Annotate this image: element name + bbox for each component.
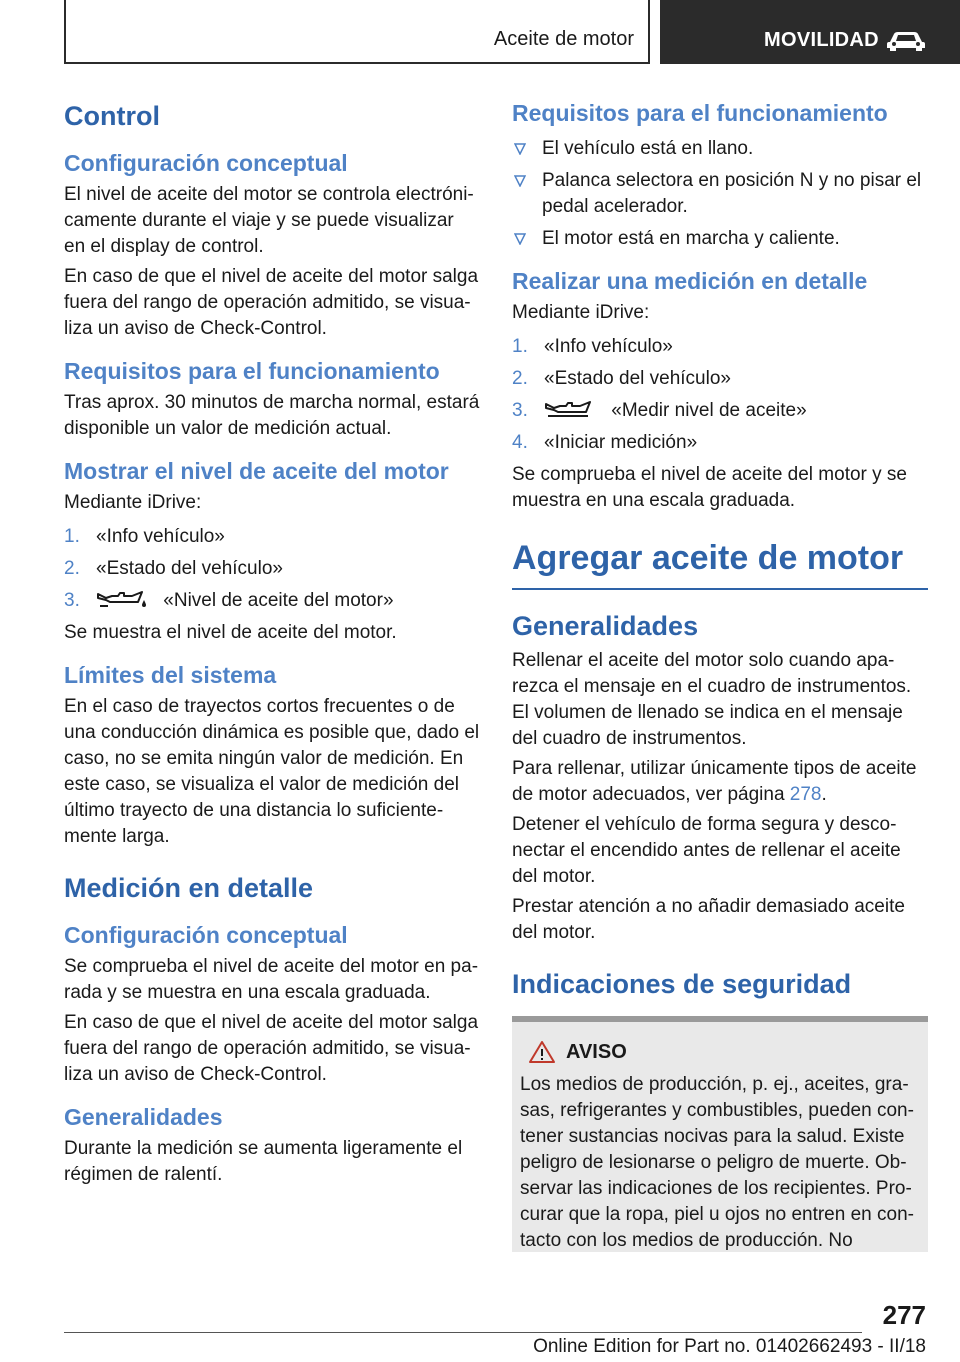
paragraph-system-limits: En el caso de trayectos cortos frecuentes o de una conducción dinámica es posible que, dado el caso, no se emita ningún valor de medición. En este caso, se visualiza el valor de medición del último trayecto de una distancia lo suficiente‐mente larga. <box>64 696 480 847</box>
step-number: 1. <box>64 526 80 547</box>
measure-steps <box>512 334 928 456</box>
right-column <box>512 98 928 1252</box>
heading-general-1: Generalidades <box>64 1104 223 1130</box>
list-item <box>512 136 928 162</box>
step-text: «Info vehículo» <box>96 526 225 547</box>
page-reference-link[interactable]: 278 <box>789 784 822 805</box>
paragraph-requirements-1: Tras aprox. 30 minutos de marcha normal, estará disponible un valor de medición actual. <box>64 392 480 439</box>
paragraph-config-1b: En caso de que el nivel de aceite del motor salga fuera del rango de operación admitido, se visua‐liza un aviso de Check-Control. <box>64 266 479 339</box>
heading-requirements-2: Requisitos para el funcionamiento <box>512 100 888 126</box>
paragraph-config-2b: En caso de que el nivel de aceite del motor salga fuera del rango de operación admitido, se visua‐liza un aviso de Check-Control. <box>64 1012 479 1085</box>
oil-gauge-icon <box>96 590 152 608</box>
car-icon <box>886 28 926 52</box>
heading-safety: Indicaciones de seguridad <box>512 969 852 999</box>
warning-title: AVISO <box>566 1040 627 1063</box>
step-text: «Estado del vehículo» <box>96 558 283 579</box>
list-item <box>64 524 480 550</box>
heading-control: Control <box>64 101 160 131</box>
chapter-heading-add-oil: Agregar aceite de motor <box>512 536 928 590</box>
list-item <box>512 398 928 424</box>
heading-perform-measurement: Realizar una medición en detalle <box>512 268 868 294</box>
list-item <box>512 366 928 392</box>
paragraph-config-1a: El nivel de aceite del motor se controla electróni‐camente durante el viaje y se puede visualizar en el display de control. <box>64 184 474 257</box>
section-label: MOVILIDAD <box>764 29 879 51</box>
oil-gauge-icon <box>544 400 600 418</box>
warning-header <box>520 1038 920 1066</box>
paragraph-general-2b <box>512 756 928 808</box>
heading-requirements-1: Requisitos para el funcionamiento <box>64 358 440 384</box>
step-number: 3. <box>64 590 80 611</box>
heading-system-limits: Límites del sistema <box>64 662 277 688</box>
paragraph-text: . <box>821 784 827 805</box>
heading-config-1: Configuración conceptual <box>64 150 348 176</box>
list-item <box>512 226 928 252</box>
left-column <box>64 98 480 1188</box>
list-item-text: Palanca selectora en posición N y no pisar el pedal acelerador. <box>542 170 922 217</box>
step-text: «Info vehículo» <box>544 336 673 357</box>
requirements-list <box>512 136 928 252</box>
section-tab <box>660 0 960 64</box>
step-text: «Iniciar medición» <box>544 432 698 453</box>
warning-box <box>512 1016 928 1252</box>
heading-general-2: Generalidades <box>512 611 699 641</box>
heading-config-2: Configuración conceptual <box>64 922 348 948</box>
list-item-text: El vehículo está en llano. <box>542 138 754 159</box>
paragraph-config-2a: Se comprueba el nivel de aceite del motor en pa‐rada y se muestra en una escala graduada. <box>64 956 479 1003</box>
heading-show-level: Mostrar el nivel de aceite del motor <box>64 458 449 484</box>
heading-detail-measurement: Medición en detalle <box>64 873 314 903</box>
paragraph-perform-measurement: Mediante iDrive: <box>512 302 650 323</box>
page-number: 277 <box>882 1300 926 1330</box>
step-number: 2. <box>512 368 528 389</box>
paragraph-general-2c: Detener el vehículo de forma segura y desco‐nectar el encendido antes de rellenar el aceite del motor. <box>512 814 901 887</box>
paragraph-measure-result: Se comprueba el nivel de aceite del motor y se muestra en una escala graduada. <box>512 464 907 511</box>
show-level-steps <box>64 524 480 614</box>
paragraph-text: Para rellenar, utilizar únicamente tipos de aceite de motor adecuados, ver página <box>512 758 917 805</box>
triangle-bullet-icon <box>514 233 526 245</box>
step-number: 3. <box>512 400 528 421</box>
chapter-title-box <box>64 0 650 64</box>
list-item <box>512 334 928 360</box>
step-number: 2. <box>64 558 80 579</box>
list-item <box>64 556 480 582</box>
paragraph-show-level: Mediante iDrive: <box>64 492 202 513</box>
paragraph-general-1: Durante la medición se aumenta ligeramente el régimen de ralentí. <box>64 1138 463 1185</box>
triangle-bullet-icon <box>514 175 526 187</box>
list-item <box>512 168 928 220</box>
paragraph-general-2a: Rellenar el aceite del motor solo cuando apa‐rezca el mensaje en el cuadro de instrumentos. El volumen de llenado se indica en el mensaje del cuadro de instrumentos. <box>512 650 912 749</box>
list-item <box>64 588 480 614</box>
list-item <box>512 430 928 456</box>
page-header <box>0 0 960 66</box>
list-item-text: El motor está en marcha y caliente. <box>542 228 840 249</box>
footer-divider <box>64 1332 862 1333</box>
step-number: 4. <box>512 432 528 453</box>
warning-triangle-icon <box>528 1040 556 1064</box>
step-text: «Nivel de aceite del motor» <box>163 590 394 611</box>
chapter-title: Aceite de motor <box>493 28 634 50</box>
footer-edition: Online Edition for Part no. 01402662493 - II/18 <box>533 1336 926 1357</box>
step-text: «Medir nivel de aceite» <box>611 400 807 421</box>
step-text: «Estado del vehículo» <box>544 368 731 389</box>
paragraph-general-2d: Prestar atención a no añadir demasiado aceite del motor. <box>512 896 905 943</box>
paragraph-show-result: Se muestra el nivel de aceite del motor. <box>64 622 397 643</box>
triangle-bullet-icon <box>514 143 526 155</box>
warning-text: Los medios de producción, p. ej., aceites, gra‐sas, refrigerantes y combustibles, pueden con‐tener sustancias nocivas para la salud. Existe peligro de lesionarse o peligro de muerte. Ob‐servar las indicaciones de los recipientes. Pro‐curar que la ropa, piel u ojos no entren en con‐tacto con los medios de producción. No <box>520 1074 914 1251</box>
step-number: 1. <box>512 336 528 357</box>
